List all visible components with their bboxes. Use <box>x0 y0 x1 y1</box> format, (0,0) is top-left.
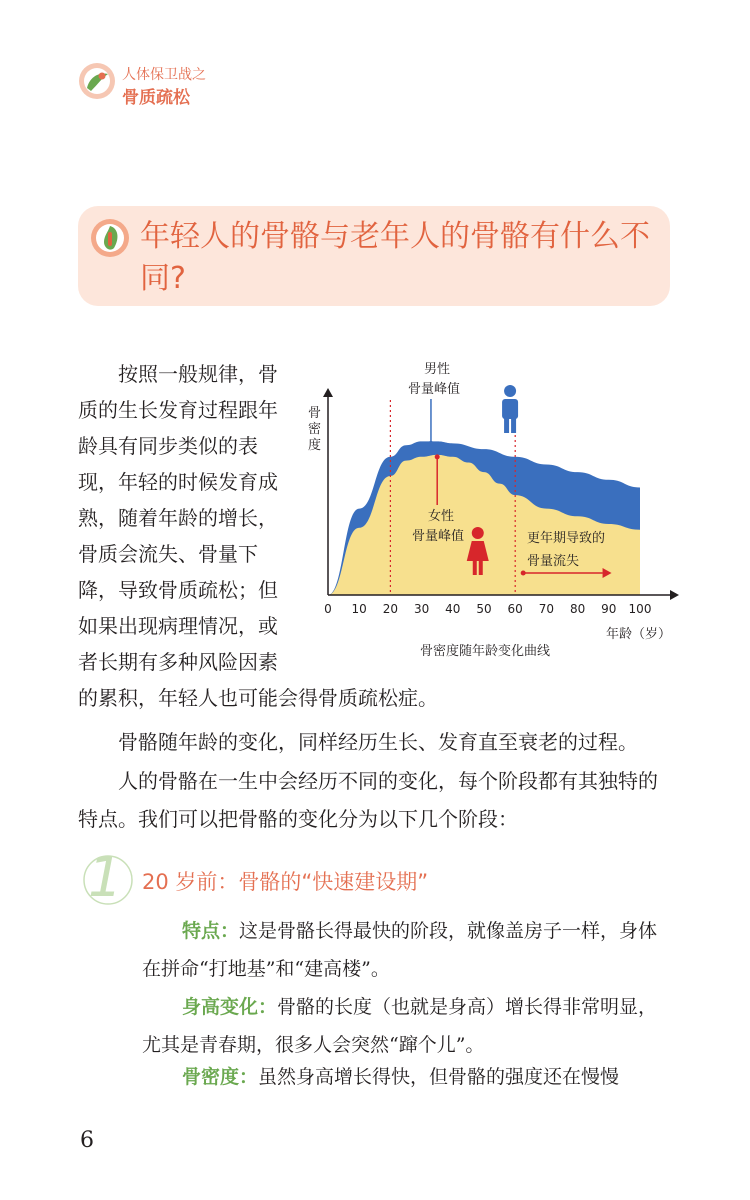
x-tick-label: 80 <box>569 602 586 616</box>
x-tick-label: 100 <box>628 602 652 616</box>
height-item <box>142 988 670 1064</box>
book-title: 骨质疏松 <box>122 88 190 108</box>
male-figure-leg <box>504 417 509 433</box>
page-number: 6 <box>80 1128 94 1153</box>
x-tick-label: 50 <box>476 602 492 616</box>
intro-line: 龄具有同步类似的表 <box>78 434 258 458</box>
paragraph-stages: 人的骨骼在一生中会经历不同的变化，每个阶段都有其独特的特点。我们可以把骨骼的变化分为以下几个阶段： <box>78 769 658 831</box>
x-tick-label: 60 <box>507 602 523 616</box>
bone-density-chart <box>298 355 688 665</box>
intro-line: 质的生长发育过程跟年 <box>78 398 278 422</box>
x-tick-label: 10 <box>351 602 367 616</box>
density-text: 虽然身高增长得快，但骨骼的强度还在慢慢 <box>258 1066 620 1088</box>
y-axis-arrow <box>323 388 333 397</box>
density-item <box>142 1058 670 1096</box>
intro-line: 的累积，年轻人也可能会得骨质疏松症。 <box>78 686 438 710</box>
male-figure-leg <box>511 417 516 433</box>
x-tick-label: 30 <box>413 602 430 616</box>
male-figure-body <box>502 399 518 419</box>
female-figure-head <box>472 527 484 539</box>
intro-line: 者长期有多种风险因素 <box>78 650 278 674</box>
x-tick-label: 20 <box>382 602 399 616</box>
intro-line: 如果出现病理情况，或 <box>78 614 278 638</box>
female-density-area <box>328 455 640 595</box>
feature-item <box>142 912 670 988</box>
series-title: 人体保卫战之 <box>122 67 206 83</box>
female-peak-label: 女性 骨量峰值 <box>412 509 465 544</box>
section-number: 1 <box>88 846 123 908</box>
question-banner <box>78 206 670 306</box>
male-peak-dot <box>428 441 433 446</box>
intro-line: 熟，随着年龄的增长， <box>78 506 278 530</box>
feature-label: 特点： <box>182 920 240 942</box>
section-number-badge <box>80 838 140 908</box>
menopause-loss-label: 更年期导致的 骨量流失 <box>527 531 606 569</box>
male-peak-label: 男性 骨量峰值 <box>408 362 461 397</box>
female-peak-dot <box>435 454 440 459</box>
chart-caption: 骨密度随年龄变化曲线 <box>420 644 551 659</box>
bone-emblem-icon <box>90 218 130 258</box>
x-tick-label: 70 <box>538 602 555 616</box>
height-label: 身高变化： <box>182 996 278 1018</box>
x-tick-label: 90 <box>601 602 617 616</box>
intro-line: 按照一般规律，骨 <box>118 362 278 386</box>
chart-ticks <box>324 602 651 616</box>
y-axis-label: 骨密度 <box>308 406 322 453</box>
x-tick-label: 40 <box>445 602 461 616</box>
male-figure-head <box>504 385 516 397</box>
height-text: 骨骼的长度（也就是身高）增长得非常明显，尤其是青春期，很多人会突然“蹿个儿”。 <box>142 996 658 1056</box>
x-axis-label: 年龄（岁） <box>606 627 672 642</box>
density-label: 骨密度： <box>182 1066 259 1088</box>
intro-line: 降，导致骨质疏松；但 <box>78 578 278 602</box>
female-figure-leg <box>473 561 477 575</box>
section-title: 20 岁前：骨骼的“快速建设期” <box>142 870 429 894</box>
book-logo-icon <box>78 62 116 100</box>
section-question-title: 年轻人的骨骼与老年人的骨骼有什么不同? <box>140 219 650 296</box>
intro-line: 骨质会流失、骨量下 <box>78 542 258 566</box>
female-figure-leg <box>479 561 483 575</box>
x-axis-arrow <box>670 590 679 600</box>
intro-line: 现，年轻的时候发育成 <box>78 470 278 494</box>
chart-areas <box>328 441 640 595</box>
paragraph-growth: 骨骼随年龄的变化，同样经历生长、发育直至衰老的过程。 <box>118 730 638 754</box>
x-tick-label: 0 <box>324 602 332 616</box>
feature-text: 这是骨骼长得最快的阶段，就像盖房子一样，身体在拼命“打地基”和“建高楼”。 <box>142 920 658 980</box>
